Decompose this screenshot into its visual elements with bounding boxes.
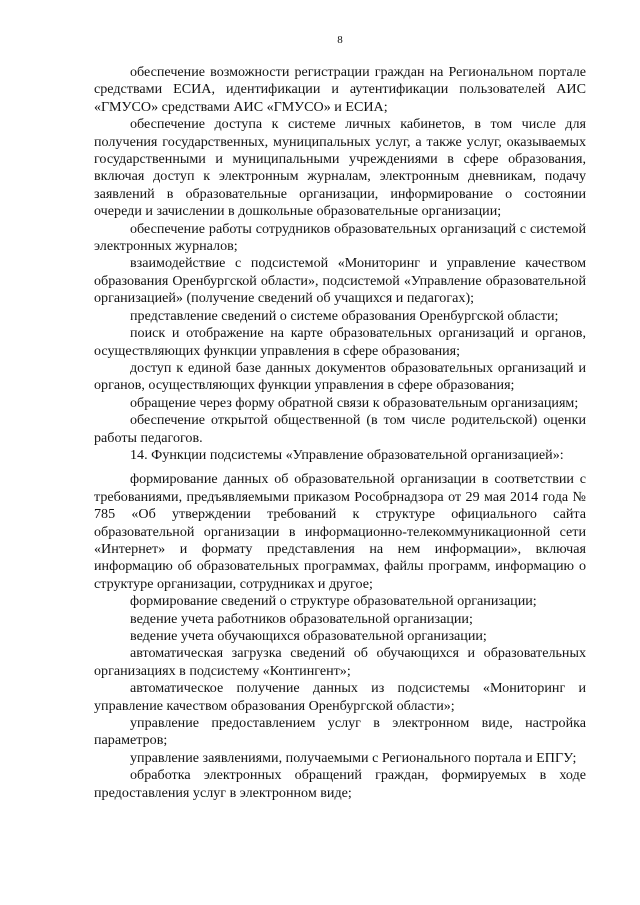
paragraph-monitoring-data: автоматическое получение данных из подсистемы «Мониторинг и управление качеством образования Оренбургской области»; <box>94 680 586 714</box>
paragraph-contingent-upload: автоматическая загрузка сведений об обучающихся и образовательных организациях в подсистему «Контингент»; <box>94 645 586 679</box>
paragraph-system-info: представление сведений о системе образования Оренбургской области; <box>130 307 559 324</box>
paragraph-teacher-evaluation: обеспечение открытой общественной (в том числе родительской) оценки работы педагогов. <box>94 412 586 446</box>
paragraph-subsystem-interaction: взаимодействие с подсистемой «Мониторинг и управление качеством образования Оренбургской области», подсистемой «Управление образовательной организацией» (получение сведений об учащихся и педагогах); <box>94 255 586 307</box>
paragraph-map-search: поиск и отображение на карте образовательных организаций и органов, осуществляющих функции управления в сфере образования; <box>94 325 586 359</box>
paragraph-staff-records: ведение учета работников образовательной организации; <box>130 610 473 627</box>
paragraph-portal-registration: обеспечение возможности регистрации граждан на Региональном портале средствами ЕСИА, идентификации и аутентификации пользователей АИС «ГМУСО» средствами АИС «ГМУСО» и ЕСИА; <box>94 64 586 115</box>
page-number: 8 <box>337 34 343 46</box>
paragraph-org-structure: формирование сведений о структуре образовательной организации; <box>130 593 537 610</box>
paragraph-service-management: управление предоставлением услуг в электронном виде, настройка параметров; <box>94 715 586 749</box>
paragraph-document-database: доступ к единой базе данных документов образовательных организаций и органов, осуществляющих функции управления в сфере образования; <box>94 359 586 394</box>
paragraph-citizen-requests: обработка электронных обращений граждан, формируемых в ходе предоставления услуг в электронном виде; <box>94 767 586 801</box>
paragraph-feedback-form: обращение через форму обратной связи к образовательным организациям; <box>130 394 579 411</box>
paragraph-electronic-journals: обеспечение работы сотрудников образовательных организаций с системой электронных журналов; <box>94 220 586 255</box>
paragraph-student-records: ведение учета обучающихся образовательной организации; <box>130 628 487 644</box>
paragraph-org-data: формирование данных об образовательной организации в соответствии с требованиями, предъявляемыми приказом Рособрнадзора от 29 мая 2014 года № 785 «Об утверждении требований к структуре официального сайта образовательной организации в информационно-телекоммуникационной сети «Интернет» и формату представления на нем информации», включая информацию об образовательных программах, файлы программ, информацию о структуре организации, сотрудниках и другое; <box>94 471 586 592</box>
paragraph-personal-accounts: обеспечение доступа к системе личных кабинетов, в том числе для получения государственных, муниципальных услуг, а также услуг, оказываемых государственными и муниципальными учреждениями в сфере образования, включая доступ к электронным журналам, электронным дневникам, подачу заявлений в образовательные организации, информирование о состоянии очереди и зачислении в дошкольные образовательные организации; <box>94 116 586 220</box>
document-body <box>94 64 586 802</box>
section-heading-14: 14. Функции подсистемы «Управление образовательной организацией»: <box>130 446 564 463</box>
paragraph-applications: управление заявлениями, получаемыми с Регионального портала и ЕПГУ; <box>130 749 577 766</box>
